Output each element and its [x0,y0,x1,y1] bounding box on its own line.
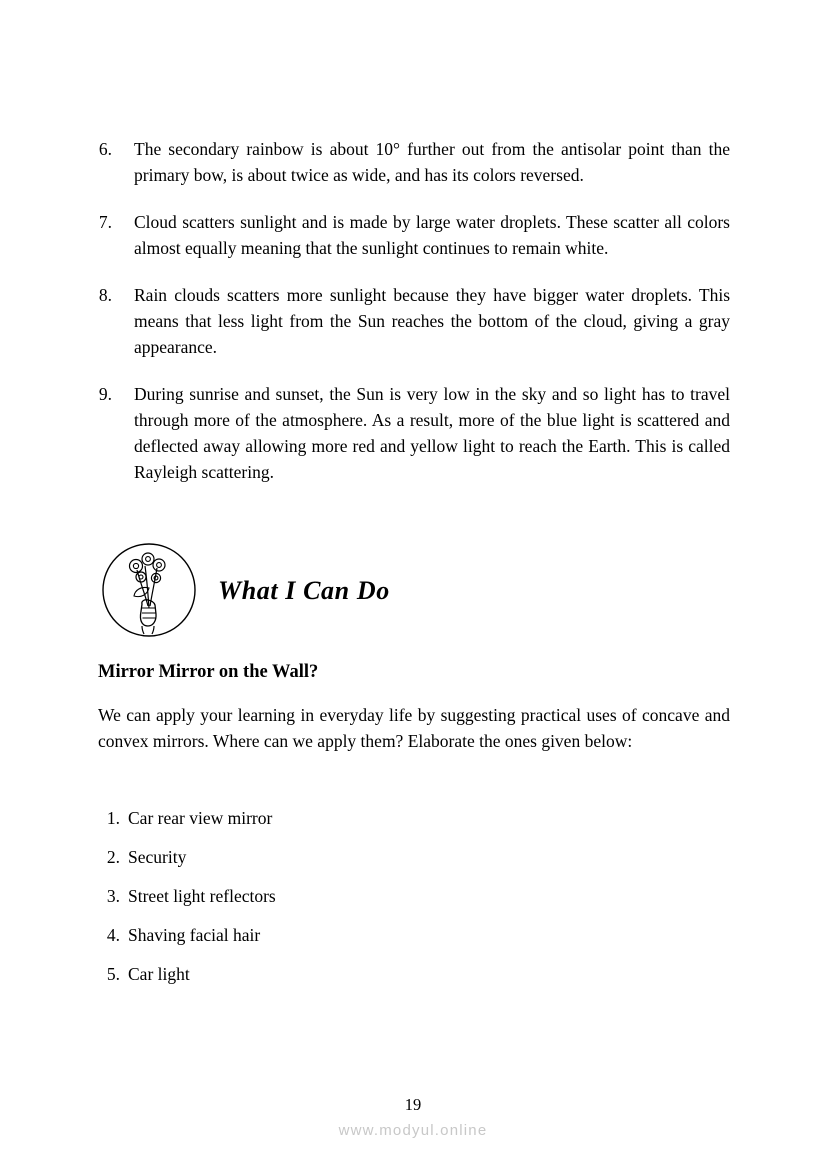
list-item-text: The secondary rainbow is about 10° further out from the antisolar point than the primary bow, is about twice as wide, and has its colors reversed. [134,139,730,185]
list-item-number: 2. [106,847,120,867]
hand-holding-flowers-icon [101,542,197,638]
list-item-number: 7. [98,212,112,232]
activity-instructions: We can apply your learning in everyday life by suggesting practical uses of concave and convex mirrors. Where can we apply them? Elaborate the ones given below: [98,705,730,751]
list-item-text: Street light reflectors [128,886,276,906]
list-item-number: 8. [98,285,112,305]
list-item-text: Rain clouds scatters more sunlight because they have bigger water droplets. This means that less light from the Sun reaches the bottom of the cloud, giving a gray appearance. [134,285,730,357]
page-number: 19 [404,1095,422,1114]
list-item-text: During sunrise and sunset, the Sun is very low in the sky and so light has to travel through more of the atmosphere. As a result, more of the blue light is scattered and deflected away allowing more red and yellow light to reach the Earth. This is called Rayleigh scattering. [134,384,730,482]
watermark: www.modyul.online [338,1122,488,1139]
continued-answer-list [98,136,730,506]
list-item [98,961,658,987]
list-item-text: Shaving facial hair [128,925,261,945]
list-item-number: 3. [106,886,120,906]
list-item [98,381,730,485]
list-item-text: Security [128,847,187,867]
list-item [98,136,730,188]
list-item-text: Car light [128,964,190,984]
list-item [98,282,730,360]
list-item [98,844,658,870]
activity-subheading: Mirror Mirror on the Wall? [98,662,319,682]
list-item-number: 9. [98,384,112,404]
list-item-number: 1. [106,808,120,828]
list-item [98,883,658,909]
list-item-number: 6. [98,139,112,159]
list-item-number: 5. [106,964,120,984]
activity-list [98,805,658,1000]
list-item [98,922,658,948]
section-title: What I Can Do [218,576,390,605]
list-item [98,209,730,261]
section-header [98,542,738,642]
list-item-text: Car rear view mirror [128,808,273,828]
list-item [98,805,658,831]
list-item-number: 4. [106,925,120,945]
list-item-text: Cloud scatters sunlight and is made by large water droplets. These scatter all colors almost equally meaning that the sunlight continues to remain white. [134,212,730,258]
